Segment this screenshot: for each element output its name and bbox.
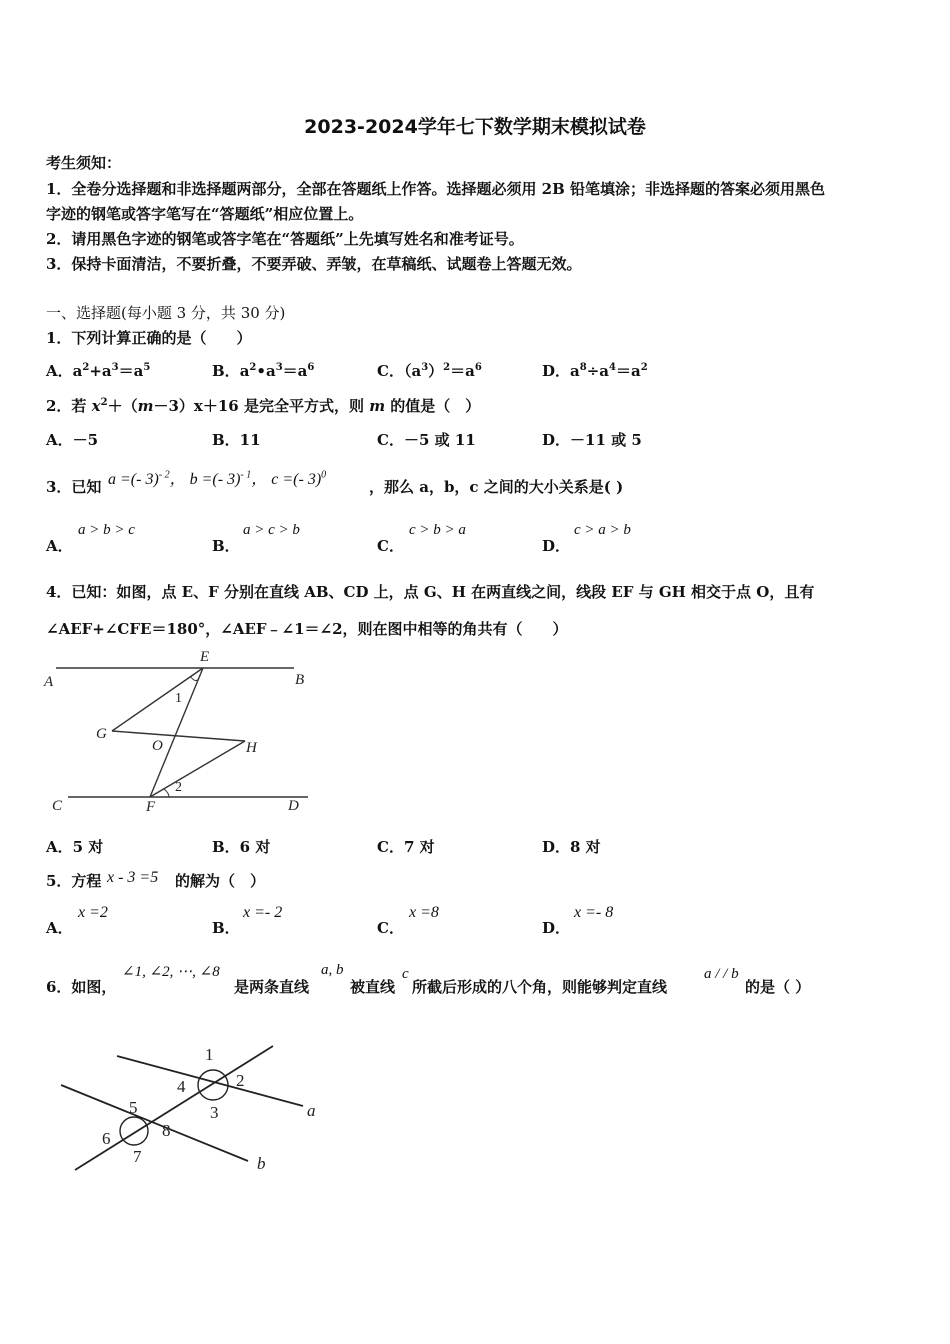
label-7: 7: [133, 1147, 142, 1166]
q6-text-4: 的是（ ）: [745, 978, 811, 996]
q3-option-a-label[interactable]: A．: [46, 537, 73, 555]
q6-line-c: c: [402, 966, 409, 982]
q6-text-2: 被直线: [350, 978, 396, 996]
notice-heading: 考生须知：: [46, 154, 122, 172]
q1-option-b[interactable]: [212, 360, 314, 381]
q2-option-a[interactable]: A．－5: [46, 431, 99, 449]
q3-option-c-label[interactable]: C．: [377, 537, 404, 555]
segment-ef: [150, 668, 203, 797]
q2-post: －3）x＋16 是完全平方式，则: [153, 397, 370, 415]
q1-option-c-label: C．: [377, 362, 404, 380]
q1-c-e3: 6: [474, 362, 482, 373]
label-a: A: [44, 674, 54, 690]
q2-pre: 2．若: [46, 397, 92, 415]
q5-option-a-label[interactable]: A．: [46, 919, 73, 937]
label-a: a: [307, 1101, 316, 1120]
q5-pre: 5．方程: [46, 872, 102, 890]
q6-text-3: 所截后形成的八个角，则能够判定直线: [412, 978, 668, 996]
q1-d-e3: 2: [640, 362, 648, 373]
q3-post: ，那么 a，b，c 之间的大小关系是( ): [369, 478, 624, 496]
notice-line-1b: 字迹的钢笔或答字笔写在“答题纸”相应位置上。: [46, 205, 364, 223]
label-3: 3: [210, 1103, 219, 1122]
q5-option-d-label[interactable]: D．: [542, 919, 571, 937]
label-2: 2: [236, 1071, 245, 1090]
q4-option-d[interactable]: D．8 对: [542, 838, 601, 856]
q1-option-c[interactable]: [377, 360, 482, 381]
q3-option-d-label[interactable]: D．: [542, 537, 571, 555]
segment-gh: [112, 731, 245, 741]
q1-option-b-label: B．: [212, 362, 240, 380]
q2-option-d[interactable]: D．－11 或 5: [542, 431, 642, 449]
q1-b-p2: •a: [256, 362, 276, 380]
q1-option-d-label: D．: [542, 362, 571, 380]
q1-a-e2: 3: [111, 362, 119, 373]
notice-line-2: 2．请用黑色字迹的钢笔或答字笔在“答题纸”上先填写姓名和准考证号。: [46, 230, 524, 248]
q1-a-p1: a: [72, 362, 83, 380]
q1-c-e2: 2: [443, 362, 451, 373]
q5-option-b-label[interactable]: B．: [212, 919, 240, 937]
label-angle-2: 2: [175, 780, 182, 795]
q5-post: 的解为（ ）: [175, 872, 266, 890]
label-angle-1: 1: [175, 691, 182, 706]
label-e: E: [200, 649, 210, 665]
q1-b-p1: a: [239, 362, 250, 380]
q1-option-a[interactable]: [46, 360, 150, 381]
q1-d-e2: 4: [609, 362, 616, 373]
section-heading: 一、选择题(每小题 3 分，共 30 分): [46, 304, 286, 322]
q5-option-b-expr[interactable]: x =- 2: [243, 904, 283, 921]
q4-option-c[interactable]: C．7 对: [377, 838, 435, 856]
label-4: 4: [177, 1077, 186, 1096]
q1-a-p3: ＝a: [118, 362, 144, 380]
q1-b-e1: 2: [249, 362, 257, 373]
q5-equation: x - 3 =5: [107, 869, 159, 886]
q2-m1: m: [137, 397, 154, 415]
label-g: G: [96, 726, 107, 742]
q2-mid: ＋（: [107, 397, 138, 415]
q1-d-p1: a: [570, 362, 580, 380]
label-f: F: [146, 799, 156, 815]
q3-option-b-expr[interactable]: a > c > b: [243, 522, 300, 538]
q3-ce: 0: [321, 469, 327, 481]
q3-c: ， c =(- 3): [251, 471, 322, 488]
label-d: D: [288, 798, 299, 814]
q3-b: ， b =(- 3): [169, 471, 241, 488]
q2-stem: [46, 395, 480, 416]
label-b: B: [295, 672, 305, 688]
q5-option-d-expr[interactable]: x =- 8: [574, 904, 614, 921]
q1-a-e3: 5: [143, 362, 151, 373]
q6-lines-ab: a, b: [321, 962, 344, 978]
q3-be: - 1: [240, 469, 252, 481]
q4-option-b[interactable]: B．6 对: [212, 838, 271, 856]
q6-parallel: a / / b: [704, 966, 739, 982]
q1-d-p2: ÷a: [586, 362, 610, 380]
q2-m2: m: [369, 397, 386, 415]
q1-option-d[interactable]: [542, 360, 648, 381]
q3-pre: 3．已知: [46, 478, 102, 496]
label-b: b: [257, 1154, 266, 1173]
label-8: 8: [162, 1121, 171, 1140]
q2-option-b[interactable]: B．11: [212, 431, 261, 449]
label-1: 1: [205, 1045, 214, 1064]
line-b: [61, 1085, 248, 1161]
line-c: [75, 1046, 273, 1170]
q2-option-c[interactable]: C．－5 或 11: [377, 431, 476, 449]
q2-sq: 2: [100, 397, 108, 408]
q3-option-d-expr[interactable]: c > a > b: [574, 522, 631, 538]
q4-option-a[interactable]: A．5 对: [46, 838, 104, 856]
angle-2-arc: [164, 789, 169, 797]
q4-figure: [40, 644, 320, 814]
q5-option-a-expr[interactable]: x =2: [78, 904, 108, 921]
q4-stem-line-2: ∠AEF+∠CFE＝180°，∠AEF﹣∠1＝∠2，则在图中相等的角共有（ ）: [46, 620, 568, 638]
page-title: 2023-2024学年七下数学期末模拟试卷: [304, 116, 646, 138]
label-c: C: [52, 798, 63, 814]
label-6: 6: [102, 1129, 111, 1148]
q1-c-p2: ）: [428, 362, 444, 380]
angle-circle-lower: [120, 1117, 148, 1145]
q2-end: 的值是（ ）: [385, 397, 481, 415]
q3-ae: - 2: [158, 469, 170, 481]
q1-option-a-label: A．: [46, 362, 73, 380]
q5-option-c-expr[interactable]: x =8: [409, 904, 439, 921]
segment-hf: [150, 741, 245, 797]
notice-line-1a: 1．全卷分选择题和非选择题两部分，全部在答题纸上作答。选择题必须用 2B 铅笔填涂；非选择题的答案必须用黑色: [46, 180, 826, 198]
q1-a-p2: +a: [89, 362, 112, 380]
label-5: 5: [129, 1098, 138, 1117]
q3-option-c-expr[interactable]: c > b > a: [409, 522, 466, 538]
q6-angles: ∠1, ∠2, ⋯, ∠8: [122, 964, 220, 980]
q3-a: a =(- 3): [108, 471, 159, 488]
q3-option-b-label[interactable]: B．: [212, 537, 240, 555]
q1-stem: 1．下列计算正确的是（ ）: [46, 329, 252, 347]
q5-option-c-label[interactable]: C．: [377, 919, 404, 937]
q6-text-1: 是两条直线: [234, 978, 310, 996]
q1-c-p1: （a: [403, 362, 422, 380]
q6-figure: [55, 1040, 335, 1180]
q1-b-e2: 3: [275, 362, 283, 373]
q3-definitions: [108, 466, 326, 489]
q3-option-a-expr[interactable]: a > b > c: [78, 522, 135, 538]
q1-c-e1: 3: [421, 362, 429, 373]
label-h: H: [246, 740, 257, 756]
q1-a-e1: 2: [82, 362, 90, 373]
label-o: O: [152, 738, 163, 754]
q1-b-e3: 6: [307, 362, 315, 373]
q1-d-p3: ＝a: [615, 362, 641, 380]
q2-x: x: [91, 397, 101, 415]
notice-line-3: 3．保持卡面清洁，不要折叠，不要弄破、弄皱，在草稿纸、试题卷上答题无效。: [46, 255, 582, 273]
q1-d-e1: 8: [579, 362, 587, 373]
q4-stem-line-1: 4．已知：如图，点 E、F 分别在直线 AB、CD 上，点 G、H 在两直线之间，线段 EF 与 GH 相交于点 O，且有: [46, 583, 815, 601]
q1-c-p3: ＝a: [450, 362, 475, 380]
q6-pre: 6．如图，: [46, 978, 117, 996]
q1-b-p3: ＝a: [282, 362, 308, 380]
